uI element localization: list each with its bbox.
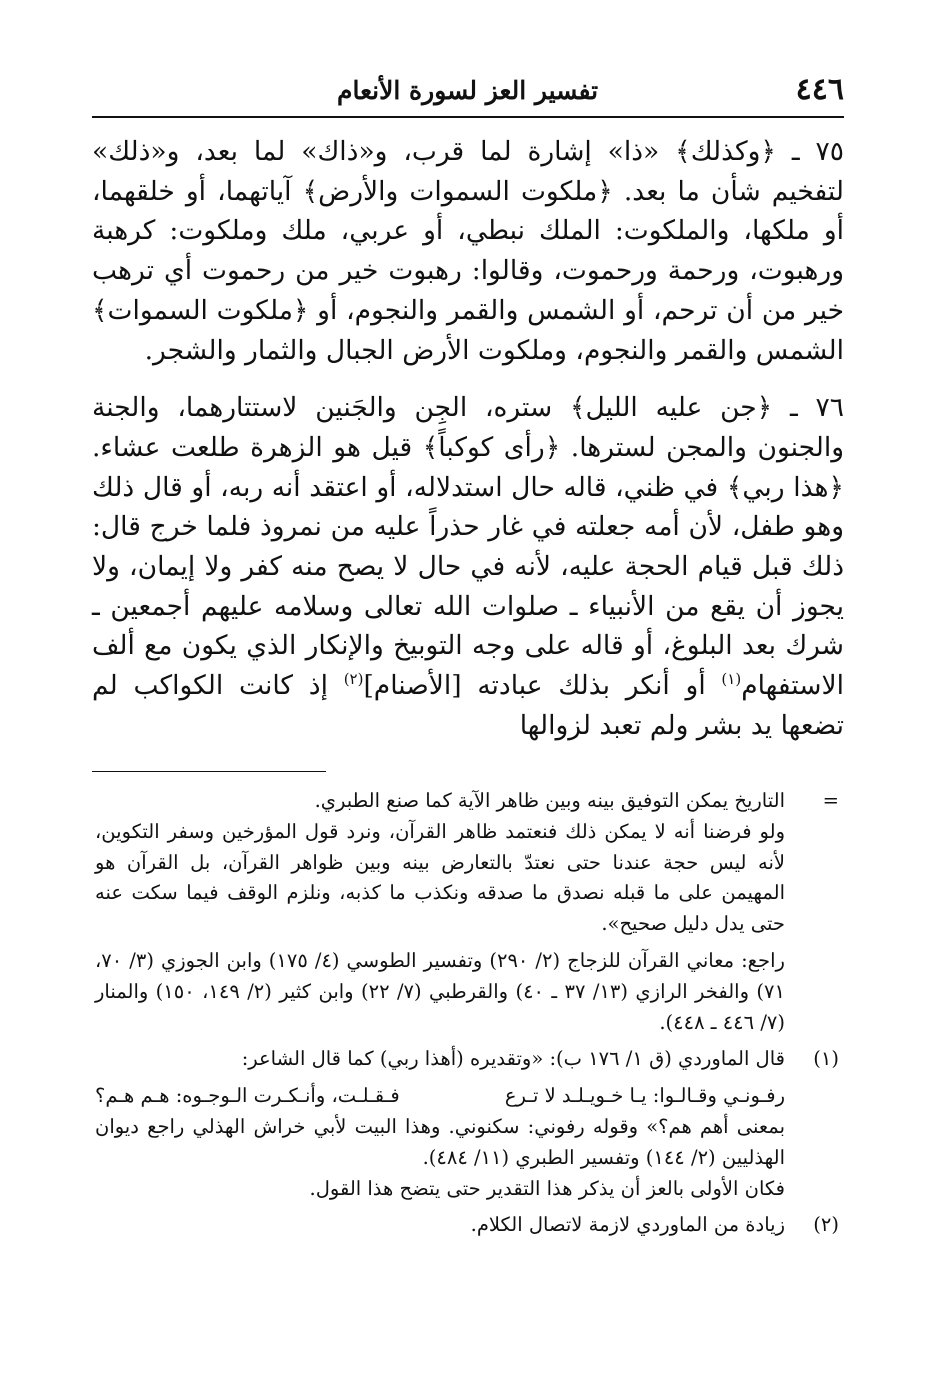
footnote-text: بمعنى أهم هم؟» وقوله رفوني: سكنوني. وهذا البيت لأبي خراش الهذلي راجع ديوان الهذليين (٢/ ١٤٤) وتفسير الطبري (١١/ ٤٨٤).: [95, 1114, 785, 1169]
paragraph-verse-76: [92, 388, 844, 745]
footnote-line: التاريخ يمكن التوفيق بينه وبين ظاهر الآية كما صنع الطبري.: [314, 789, 785, 812]
running-title: تفسير العز لسورة الأنعام: [337, 76, 599, 105]
main-text: [92, 132, 844, 746]
footnote-text: قال الماوردي (ق ١/ ١٧٦ ب): «وتقديره (أهذا ربي) كما قال الشاعر:: [241, 1047, 785, 1071]
footnote-ref-1[interactable]: (١): [721, 670, 742, 689]
footnote-note: فكان الأولى بالعز أن يذكر هذا التقدير حتى يتضح هذا القول.: [309, 1176, 785, 1200]
footnote-number: (٢): [813, 1213, 839, 1237]
footnote-separator: [92, 771, 326, 772]
paragraph-text: أو أنكر بذلك عبادته [الأصنام]: [363, 670, 722, 702]
footnote-continuation: [95, 786, 839, 1038]
page-number: ٤٤٦: [795, 72, 844, 107]
footnotes: [95, 786, 839, 1241]
verse-first-hemistich: رفـونـي وقـالـوا: يـا خـويـلـد لا تـرع: [504, 1084, 785, 1108]
footnote-2: [95, 1210, 839, 1241]
page-header: [92, 70, 844, 118]
continuation-marker: =: [822, 789, 839, 812]
footnote-paragraph: ولو فرضنا أنه لا يمكن ذلك فنعتمد ظاهر القرآن، ونرد قول المؤرخين وسفر التكوين، لأنه ليس حجة عندنا حتى نعتدّ بالتعارض بينه وبين ظواهر القرآن، بل القرآن هو المهيمن على ما قبله نصدق ما صدقه ونكذب ما كذبه، ونلزم الوقف فيما سكت عنه حتى يدل دليل صحيح».: [95, 819, 785, 936]
paragraph-text: ٧٦ ـ ﴿جن عليه الليل﴾ ستره، الجِن والجَنين لاستتارهما، والجنة والجنون والمجن لسترها. ﴿رأى كوكباً﴾ قيل هو الزهرة طلعت عشاء. ﴿هذا ربي﴾ في ظني، قاله حال استدلاله، أو اعتقد أنه ربه، أو قال ذلك وهو طفل، لأن أمه جعلته في غار حذراً عليه من نمروذ فلما خرج قال: ذلك قبل قيام الحجة عليه، لأنه في حال لا يصح منه كفر ولا إيمان، ولا يجوز أن يقع من الأنبياء ـ صلوات الله تعالى وسلامه عليهم أجمعين ـ شرك بعد البلوغ، أو قاله على وجه التوبيخ والإنكار الذي يكون مع ألف الاستفهام: [92, 392, 844, 702]
paragraph-text: إذ كانت الكواكب لم تضعها يد بشر ولم تعبد لزوالها: [92, 670, 844, 741]
footnote-text: زيادة من الماوردي لازمة لاتصال الكلام.: [470, 1213, 785, 1237]
poetry-verse: [95, 1081, 839, 1112]
footnote-number: (١): [813, 1047, 839, 1071]
paragraph-verse-75: ٧٥ ـ ﴿وكذلك﴾ «ذا» إشارة لما قرب، و«ذاك» لما بعد، و«ذلك» لتفخيم شأن ما بعد. ﴿ملكوت السموات والأرض﴾ آياتهما، أو خلقهما، أو ملكها، والملكوت: الملك نبطي، أو عربي، ملك وملكوت: كرهبة ورهبوت، ورحمة ورحموت، وقالوا: رهبوت خير من رحموت أي ترهب خير من أن ترحم، أو الشمس والقمر والنجوم، أو ﴿ملكوت السموات﴾ الشمس والقمر والنجوم، وملكوت الأرض الجبال والثمار والشجر.: [92, 136, 844, 366]
footnote-references: راجع: معاني القرآن للزجاج (٢/ ٢٩٠) وتفسير الطوسي (٤/ ١٧٥) وابن الجوزي (٣/ ٧٠، ٧١) والفخر الرازي (١٣/ ٣٧ ـ ٤٠) والقرطبي (٧/ ٢٢) وابن كثير (٢/ ١٤٩، ١٥٠) والمنار (٧/ ٤٤٦ ـ ٤٤٨).: [95, 948, 785, 1034]
footnote-1: [95, 1044, 839, 1075]
footnote-1-continued: [95, 1112, 839, 1204]
footnote-ref-2[interactable]: (٢): [343, 670, 364, 689]
verse-second-hemistich: فـقـلـت، وأنـكـرت الـوجـوه: هـم هـم؟: [95, 1084, 400, 1108]
